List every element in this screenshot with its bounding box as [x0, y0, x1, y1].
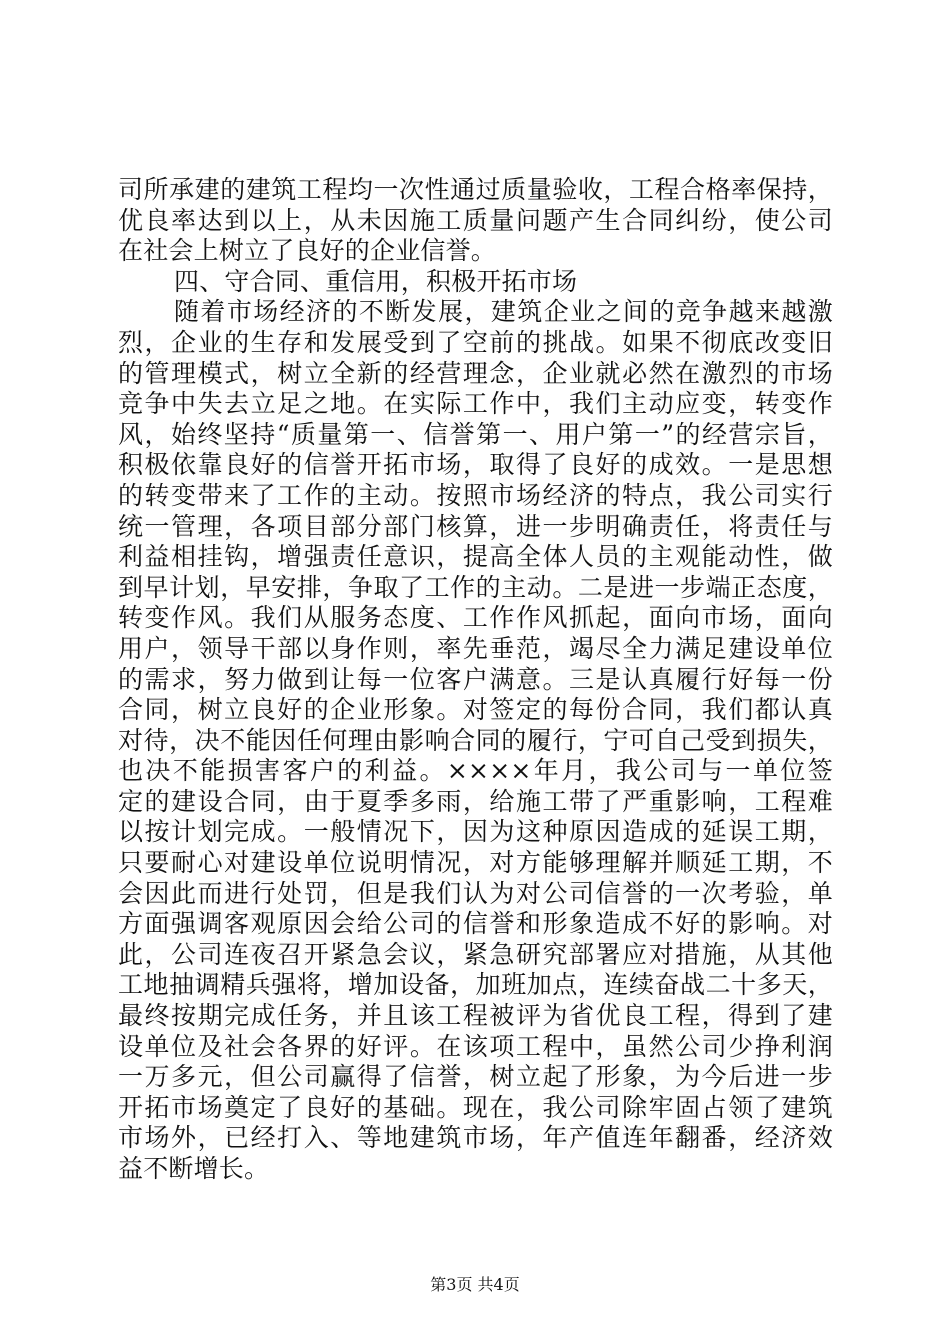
body-text [118, 175, 833, 1185]
text-line: 一万多元，但公司赢得了信誉，树立起了形象，为今后进一步 [118, 1062, 833, 1092]
text-line: 合同，树立良好的企业形象。对签定的每份合同，我们都认真 [118, 695, 833, 725]
text-line: 最终按期完成任务，并且该工程被评为省优良工程，得到了建 [118, 1001, 833, 1031]
text-line: 工地抽调精兵强将，增加设备，加班加点，连续奋战二十多天， [118, 970, 833, 1000]
text-line: 竞争中失去立足之地。在实际工作中，我们主动应变，转变作 [118, 389, 833, 419]
text-line: 市场外，已经打入、等地建筑市场，年产值连年翻番，经济效 [118, 1123, 833, 1153]
text-line: 到早计划，早安排，争取了工作的主动。二是进一步端正态度， [118, 572, 833, 602]
text-line: 只要耐心对建设单位说明情况，对方能够理解并顺延工期，不 [118, 848, 833, 878]
text-line: 也决不能损害客户的利益。××××年月，我公司与一单位签 [118, 756, 833, 786]
section-heading: 四、守合同、重信用，积极开拓市场 [174, 266, 578, 296]
text-line: 随着市场经济的不断发展，建筑企业之间的竞争越来越激 [174, 297, 833, 327]
text-line: 用户，领导干部以身作则，率先垂范，竭尽全力满足建设单位 [118, 633, 833, 663]
text-line: 司所承建的建筑工程均一次性通过质量验收，工程合格率保持， [118, 175, 833, 204]
text-line: 转变作风。我们从服务态度、工作作风抓起，面向市场，面向 [118, 603, 833, 633]
text-line: 优良率达到以上，从未因施工质量问题产生合同纠纷，使公司 [118, 205, 833, 235]
text-line: 以按计划完成。一般情况下，因为这种原因造成的延误工期， [118, 817, 833, 847]
text-line: 此，公司连夜召开紧急会议，紧急研究部署应对措施，从其他 [118, 939, 833, 969]
text-line: 的转变带来了工作的主动。按照市场经济的特点，我公司实行 [118, 480, 833, 510]
text-line: 对待，决不能因任何理由影响合同的履行，宁可自己受到损失， [118, 725, 833, 755]
text-line: 积极依靠良好的信誉开拓市场，取得了良好的成效。一是思想 [118, 450, 833, 480]
text-line: 统一管理，各项目部分部门核算，进一步明确责任，将责任与 [118, 511, 833, 541]
text-line: 益不断增长。 [118, 1154, 270, 1183]
text-line: 会因此而进行处罚，但是我们认为对公司信誉的一次考验，单 [118, 878, 833, 908]
text-line: 在社会上树立了良好的企业信誉。 [118, 236, 497, 266]
text-line: 烈，企业的生存和发展受到了空前的挑战。如果不彻底改变旧 [118, 327, 833, 357]
text-line: 利益相挂钩，增强责任意识，提高全体人员的主观能动性，做 [118, 542, 833, 572]
text-line: 开拓市场奠定了良好的基础。现在，我公司除牢固占领了建筑 [118, 1092, 833, 1122]
text-line: 定的建设合同，由于夏季多雨，给施工带了严重影响，工程难 [118, 786, 833, 816]
text-line: 设单位及社会各界的好评。在该项工程中，虽然公司少挣利润 [118, 1031, 833, 1061]
text-line: 方面强调客观原因会给公司的信誉和形象造成不好的影响。对 [118, 909, 833, 939]
page-number-footer: 第3页 共4页 [430, 1275, 520, 1294]
text-line: 风，始终坚持“质量第一、信誉第一、用户第一”的经营宗旨， [118, 419, 833, 449]
text-line: 的需求，努力做到让每一位客户满意。三是认真履行好每一份 [118, 664, 833, 694]
text-line: 的管理模式，树立全新的经营理念，企业就必然在激烈的市场 [118, 358, 833, 388]
